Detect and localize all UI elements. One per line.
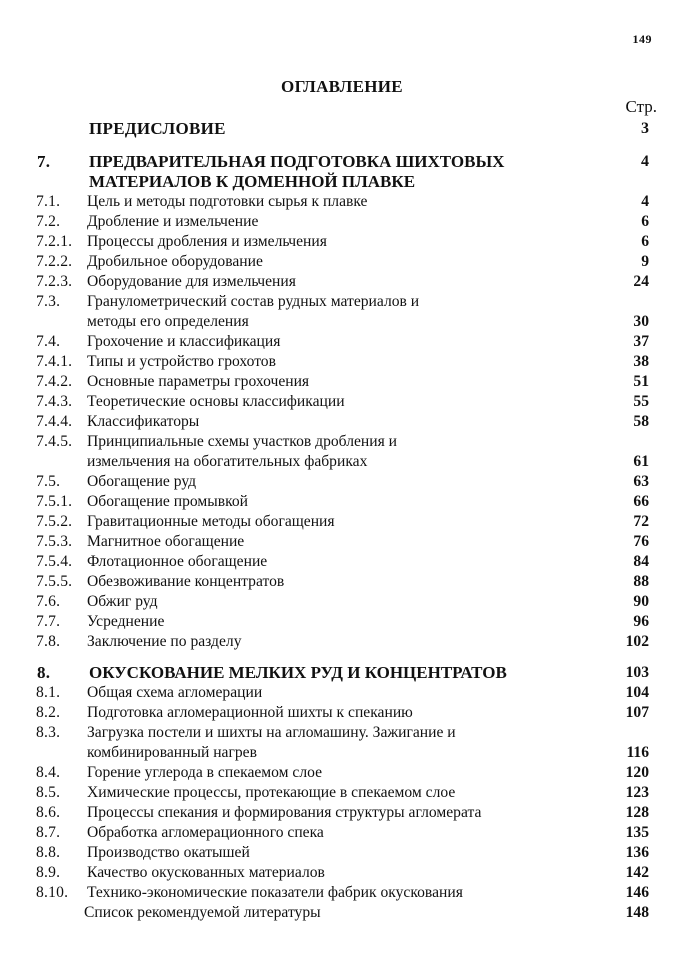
toc-entry-page: 30 xyxy=(633,313,649,330)
toc-entry-number: 8.6. xyxy=(36,804,61,821)
toc-entry-page: 61 xyxy=(633,453,649,470)
toc-entry-text: Загрузка постели и шихты на агломашину. Зажигание и xyxy=(87,724,456,741)
toc-entry-page: 123 xyxy=(625,784,649,801)
toc-entry-number: 7. xyxy=(37,152,51,171)
toc-entry[interactable] xyxy=(0,372,690,392)
toc-entry-text: Обогащение руд xyxy=(87,473,197,490)
toc-entry-number: 8.4. xyxy=(36,764,61,781)
toc-entry[interactable] xyxy=(0,592,690,612)
toc-entry-text: Гравитационные методы обогащения xyxy=(87,513,335,530)
toc-entry-number: 8.2. xyxy=(36,704,61,721)
toc-entry[interactable] xyxy=(0,532,690,552)
toc-entry-page: 66 xyxy=(633,493,649,510)
toc-entry[interactable] xyxy=(0,272,690,292)
toc-entry-text: Усреднение xyxy=(87,613,165,630)
toc-entry-number: 7.8. xyxy=(36,633,61,650)
toc-entry-text: Качество окускованных материалов xyxy=(87,864,325,881)
toc-entry-number: 7.4.3. xyxy=(36,393,73,410)
toc-entry-number: 8. xyxy=(37,663,51,682)
toc-entry-text: Процессы дробления и измельчения xyxy=(87,233,327,250)
page-column-header: Стр. xyxy=(625,97,657,116)
toc-entry[interactable] xyxy=(0,883,690,903)
toc-entry-text: ПРЕДВАРИТЕЛЬНАЯ ПОДГОТОВКА ШИХТОВЫХ xyxy=(89,152,505,171)
toc-entry-number: 7.5.1. xyxy=(36,493,73,510)
toc-entry[interactable] xyxy=(0,723,690,743)
toc-entry-preface[interactable] xyxy=(0,119,690,139)
toc-entry-page: 104 xyxy=(625,684,649,701)
toc-entry-text: Основные параметры грохочения xyxy=(87,373,310,390)
toc-entry-text: Горение углерода в спекаемом слое xyxy=(87,764,323,781)
toc-entry[interactable] xyxy=(0,612,690,632)
toc-entry-page: 24 xyxy=(633,273,649,290)
toc-entry-text: Обжиг руд xyxy=(87,593,158,610)
toc-entry-text: МАТЕРИАЛОВ К ДОМЕННОЙ ПЛАВКЕ xyxy=(89,172,416,191)
toc-entry-text: Обработка агломерационного спека xyxy=(87,824,324,841)
toc-entry-number: 8.1. xyxy=(36,684,61,701)
toc-entry-text: Дробление и измельчение xyxy=(87,213,259,230)
toc-heading: ОГЛАВЛЕНИЕ xyxy=(281,77,403,96)
toc-chapter-8[interactable] xyxy=(0,663,690,683)
toc-entry-page: 103 xyxy=(625,664,649,681)
toc-entry-text: Производство окатышей xyxy=(87,844,250,861)
toc-entry-page: 76 xyxy=(633,533,649,550)
toc-entry-number: 7.5.4. xyxy=(36,553,73,570)
toc-entry-page: 63 xyxy=(633,473,649,490)
toc-entry-number: 7.4.5. xyxy=(36,433,73,450)
toc-entry-number: 7.4.2. xyxy=(36,373,73,390)
toc-entry[interactable] xyxy=(0,783,690,803)
toc-entry-text: Принципиальные схемы участков дробления и xyxy=(87,433,398,450)
toc-entry-text: Обогащение промывкой xyxy=(87,493,249,510)
toc-entry-page: 84 xyxy=(633,553,649,570)
toc-entry[interactable] xyxy=(0,212,690,232)
toc-entry-cont[interactable] xyxy=(0,452,690,472)
toc-entry[interactable] xyxy=(0,572,690,592)
toc-entry-number: 7.4.1. xyxy=(36,353,73,370)
toc-entry-text: Теоретические основы классификации xyxy=(87,393,345,410)
toc-entry-text: методы его определения xyxy=(87,313,249,330)
toc-entry[interactable] xyxy=(0,843,690,863)
toc-entry-page: 51 xyxy=(633,373,649,390)
toc-entry-number: 7.5. xyxy=(36,473,61,490)
toc-entry-page: 107 xyxy=(625,704,649,721)
toc-entry-page: 6 xyxy=(641,213,649,230)
toc-entry[interactable] xyxy=(0,192,690,212)
toc-entry-text: Гранулометрический состав рудных материалов и xyxy=(87,293,420,310)
toc-entry[interactable] xyxy=(0,252,690,272)
toc-entry-number: 7.7. xyxy=(36,613,61,630)
toc-entry-page: 116 xyxy=(626,744,649,761)
toc-entry-page: 148 xyxy=(625,904,649,921)
toc-entry-page: 72 xyxy=(633,513,649,530)
toc-entry[interactable] xyxy=(0,432,690,452)
toc-chapter-7[interactable] xyxy=(0,152,690,172)
toc-entry-page: 3 xyxy=(641,120,649,137)
toc-entry-page: 90 xyxy=(633,593,649,610)
toc-entry[interactable] xyxy=(0,292,690,312)
toc-entry-text: Общая схема агломерации xyxy=(87,684,263,701)
toc-entry-text: измельчения на обогатительных фабриках xyxy=(87,453,368,470)
toc-entry[interactable] xyxy=(0,552,690,572)
toc-entry[interactable] xyxy=(0,632,690,652)
toc-entry-page: 146 xyxy=(625,884,649,901)
toc-entry[interactable] xyxy=(0,683,690,703)
toc-entry-text: Магнитное обогащение xyxy=(87,533,245,550)
toc-entry-page: 37 xyxy=(633,333,649,350)
toc-entry-page: 55 xyxy=(633,393,649,410)
toc-entry-page: 6 xyxy=(641,233,649,250)
toc-entry-text: ПРЕДИСЛОВИЕ xyxy=(89,119,226,138)
toc-entry[interactable] xyxy=(0,512,690,532)
toc-entry[interactable] xyxy=(0,703,690,723)
toc-entry-page: 88 xyxy=(633,573,649,590)
toc-entry-number: 7.4. xyxy=(36,333,61,350)
toc-chapter-7-cont[interactable] xyxy=(0,172,690,192)
toc-entry-number: 7.5.3. xyxy=(36,533,73,550)
toc-entry-text: Классификаторы xyxy=(87,413,200,430)
toc-entry-number: 7.3. xyxy=(36,293,61,310)
toc-entry[interactable] xyxy=(0,492,690,512)
toc-entry-text: Заключение по разделу xyxy=(87,633,242,650)
toc-entry-text: Цель и методы подготовки сырья к плавке xyxy=(87,193,368,210)
toc-entry-page: 4 xyxy=(641,193,649,210)
toc-entry-text: Обезвоживание концентратов xyxy=(87,573,285,590)
toc-entry-number: 8.7. xyxy=(36,824,61,841)
toc-entry-number: 7.6. xyxy=(36,593,61,610)
toc-entry-text: Типы и устройство грохотов xyxy=(87,353,276,370)
toc-entry-number: 8.3. xyxy=(36,724,61,741)
toc-entry-text: Процессы спекания и формирования структуры агломерата xyxy=(87,804,482,821)
toc-entry-text: Флотационное обогащение xyxy=(87,553,268,570)
toc-entry-references[interactable] xyxy=(0,903,690,923)
toc-entry-number: 7.2.1. xyxy=(36,233,73,250)
toc-entry-page: 9 xyxy=(641,253,649,270)
toc-entry-text: Технико-экономические показатели фабрик окускования xyxy=(87,884,463,901)
toc-entry-number: 7.4.4. xyxy=(36,413,73,430)
page-number: 149 xyxy=(632,32,652,46)
toc-entry-text: Дробильное оборудование xyxy=(87,253,263,270)
toc-entry[interactable] xyxy=(0,232,690,252)
toc-entry-page: 128 xyxy=(625,804,649,821)
toc-entry-number: 8.9. xyxy=(36,864,61,881)
toc-entry-text: Химические процессы, протекающие в спекаемом слое xyxy=(87,784,456,801)
toc-entry-text: Оборудование для измельчения xyxy=(87,273,296,290)
toc-entry-page: 136 xyxy=(625,844,649,861)
toc-entry[interactable] xyxy=(0,803,690,823)
toc-entry[interactable] xyxy=(0,863,690,883)
toc-entry-number: 7.2.3. xyxy=(36,273,73,290)
toc-entry-number: 8.10. xyxy=(36,884,69,901)
toc-entry-text: комбинированный нагрев xyxy=(87,744,257,761)
toc-entry[interactable] xyxy=(0,412,690,432)
toc-entry-page: 142 xyxy=(625,864,649,881)
toc-entry-number: 7.5.5. xyxy=(36,573,73,590)
toc-entry-cont[interactable] xyxy=(0,743,690,763)
toc-entry[interactable] xyxy=(0,352,690,372)
toc-entry-number: 7.2.2. xyxy=(36,253,73,270)
toc-entry-page: 58 xyxy=(633,413,649,430)
toc-entry-text: Грохочение и классификация xyxy=(87,333,281,350)
toc-entry-number: 7.2. xyxy=(36,213,61,230)
toc-entry-number: 7.1. xyxy=(36,193,61,210)
toc-entry[interactable] xyxy=(0,823,690,843)
toc-entry-page: 102 xyxy=(625,633,649,650)
toc-entry[interactable] xyxy=(0,472,690,492)
toc-entry-number: 8.8. xyxy=(36,844,61,861)
toc-entry[interactable] xyxy=(0,332,690,352)
page-title xyxy=(0,77,690,97)
toc-entry-text: Подготовка агломерационной шихты к спеканию xyxy=(87,704,413,721)
toc-entry-page: 135 xyxy=(625,824,649,841)
toc-entry-page: 96 xyxy=(633,613,649,630)
toc-entry-text: ОКУСКОВАНИЕ МЕЛКИХ РУД И КОНЦЕНТРАТОВ xyxy=(89,663,507,682)
toc-entry-number: 7.5.2. xyxy=(36,513,73,530)
toc-entry-page: 38 xyxy=(633,353,649,370)
toc-entry-number: 8.5. xyxy=(36,784,61,801)
toc-entry-page: 4 xyxy=(641,153,649,170)
toc-entry-cont[interactable] xyxy=(0,312,690,332)
toc-entry[interactable] xyxy=(0,763,690,783)
toc-entry-text: Список рекомендуемой литературы xyxy=(84,904,321,921)
toc-entry-page: 120 xyxy=(625,764,649,781)
toc-entry[interactable] xyxy=(0,392,690,412)
